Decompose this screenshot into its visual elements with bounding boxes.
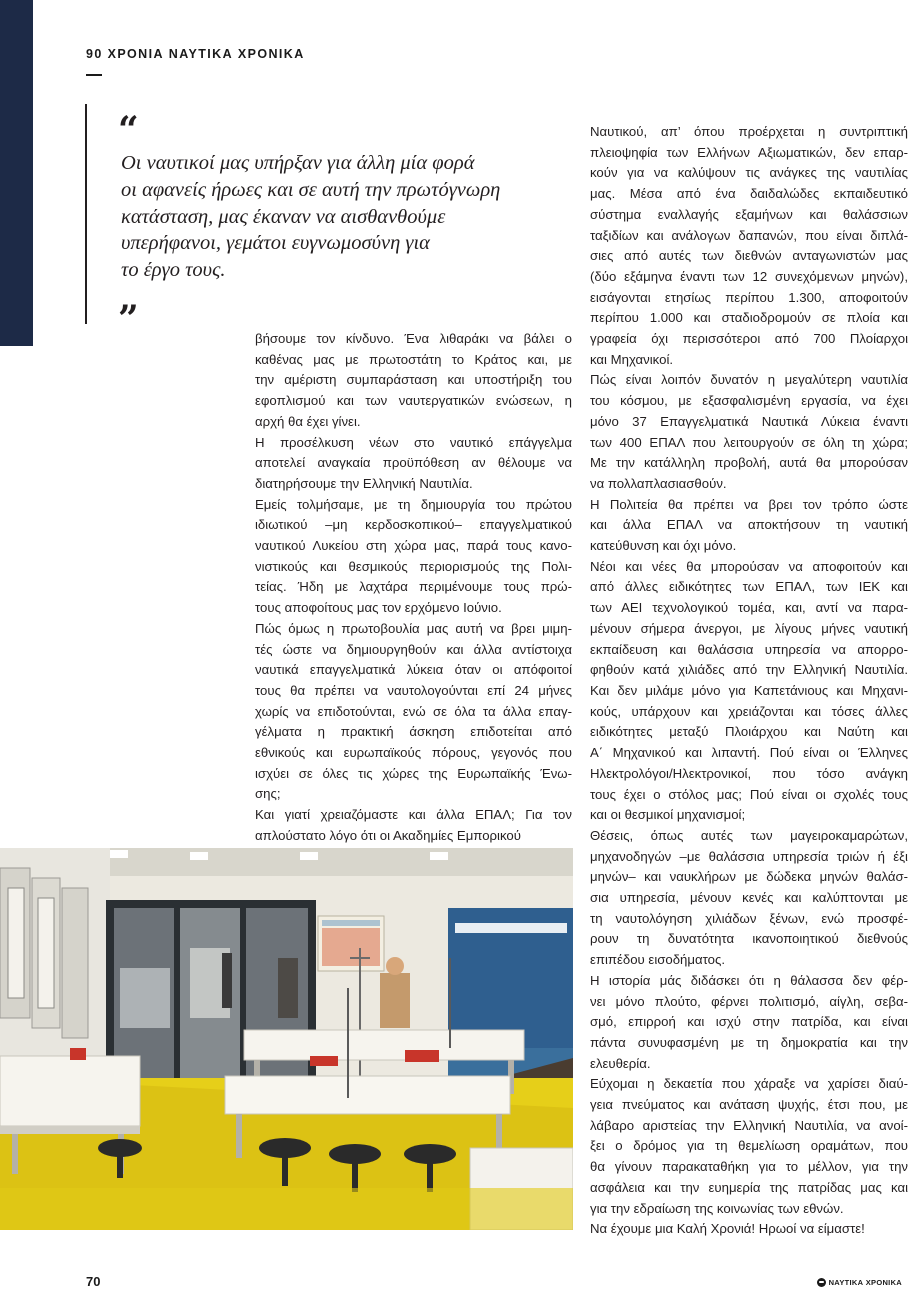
article-line: Α΄ Μηχανικού και λιπαντή. Πού είναι οι Έλληνες [590,745,908,761]
article-line: ρουν τη δυνατότητα ικανοποιητικού διεθνούς [590,931,908,947]
article-line: αποτελεί αναγκαία προϋπόθεση αν θέλουμε να [255,455,572,471]
article-line: Και γιατί χρειαζόμαστε και άλλα ΕΠΑΛ; Για τον [255,807,572,823]
article-line: σιες από αυτές των διεθνών ανταγωνιστών μας [590,248,908,264]
article-line: τους θα πρέπει να ναυτολογούνται επί 24 μήνες [255,682,572,698]
article-line: Με την κατάλληλη προβολή, αυτά θα μπορούσαν [590,455,908,471]
pull-quote-line: υπερήφανοι, γεμάτοι ευγνωμοσύνη για [121,232,430,255]
page-number: 70 [86,1274,101,1289]
article-line: Ναυτικού, απ’ όπου προέρχεται η συντριπτική [590,124,908,139]
article-line: μόνο 37 Επαγγελματικά Ναυτικά Λύκεια έναντι [590,413,908,429]
article-line: νιστικούς και θεσμικούς περιορισμούς της Πολι- [255,558,572,574]
article-line: ισχύει σε όλες τις χώρες της Ευρωπαϊκής Ένω- [255,765,572,781]
open-quote-mark: “ [118,109,139,151]
article-line: μας. Μέσα από ένα δαιδαλώδες εκπαιδευτικό [590,186,908,202]
article-line: εισάγονται ετησίως περίπου 1.300, αποφοιτούν [590,289,908,305]
footer-brand [817,1278,902,1287]
article-line: τους αποφοίτους μας τον ερχόμενο Ιούνιο. [255,600,502,616]
article-line: αρχή θα έχει γίνει. [255,413,361,429]
article-line: των ΑΕΙ τεχνολογικού τομέα, και, αντί να παρα- [590,600,908,616]
article-line: Να έχουμε μια Καλή Χρονιά! Ηρωοί να είμαστε! [590,1221,865,1237]
article-line: απλούστατο λόγο ότι οι Ακαδημίες Εμπορικού [255,827,521,843]
article-line: Εμείς τολμήσαμε, με τη δημιουργία του πρώτου [255,496,572,512]
article-line: θα γίνουν παρακαταθήκη για το μέλλον, για την [590,1159,908,1175]
article-line: σης; [255,786,281,802]
article-line: (δύο εξάμηνα έναντι των 12 συνεχόμενων μηνών), [590,268,908,284]
article-line: κούν για να καλύψουν τις ανάγκες της ναυτιλίας [590,165,908,181]
article-line: του κόσμου, με εξασφαλισμένη εργασία, να έχει [590,393,908,409]
article-line: κατεύθυνση και όχι μόνο. [590,538,737,554]
article-line: επιπέδου εισοδήματος. [590,952,725,968]
classroom-lab-photo [0,848,573,1230]
article-line: γεια πνεύματος και ανάταση ψυχής, έτσι που, με [590,1097,908,1113]
article-line: Θέσεις, όπως αυτές των μαγειροκαμαρώτων, [590,827,908,843]
running-header-title: 90 ΧΡΟΝΙΑ ΝΑΥΤΙΚΑ ΧΡΟΝΙΚΑ [86,47,305,61]
pull-quote-line: Οι ναυτικοί μας υπήρξαν για άλλη μία φορά [121,152,475,174]
article-line: μηνών– και ναυκλήρων με δώδεκα μηνών θαλάσ- [590,869,908,885]
article-line: Η προσέλκυση νέων στο ναυτικό επάγγελμα [255,434,572,450]
article-column-right [590,122,908,1240]
article-line: περίπου 1.000 και σταδιοδρομούν σε πλοία και [590,310,908,326]
pull-quote [121,150,561,284]
article-line: εκπαίδευση και θαλάσσια υπηρεσία να απορρο- [590,641,908,657]
article-line: να πολλαπλασιασθούν. [590,475,727,491]
article-line: τείας. Ήδη με λαχτάρα περιμένουμε τους πρώ- [255,579,572,595]
article-line: τους έχει ο στόλος μας; Πού είναι οι σχολές τους [590,786,908,802]
article-line: Η Πολιτεία θα πρέπει να βρει τον τρόπο ώστε [590,496,908,512]
article-line: ναυτικού Λυκείου στη χώρα μας, παρά τους κανο- [255,538,572,554]
article-line: νει μόνο πλούτο, φέρνει πολιτισμό, αίγλη, σεβα- [590,993,908,1009]
article-line: Πώς είναι λοιπόν δυνατόν η μεγαλύτερη ναυτιλία [590,372,908,388]
article-line: την αμέριστη συμπαράσταση και υποστήριξη του [255,372,572,388]
pull-quote-line: κατάσταση, μας έκαναν να αισθανθούμε [121,205,446,228]
pull-quote-line: οι αφανείς ήρωες και σε αυτή την πρωτόγνωρη [121,178,501,201]
article-line: τές ώστε να δημιουργηθούν και άλλα αντίστοιχα [255,641,572,657]
article-line: Ηλεκτρολόγοι/Ηλεκτρονικοί, που τόσο ανάγκη [590,765,908,781]
article-line: τη ναυτολόγηση χιλιάδων ξένων, ενώ προσφέ- [590,910,908,926]
article-line: ναυτικά επαγγελματικά λύκεια όταν οι απόφοιτοί [255,662,572,678]
side-color-bar [0,0,33,346]
article-line: μηχανοδηγών –με θαλάσσια υπηρεσία τριών ή έξι [590,848,908,864]
article-line: Η ιστορία μάς διδάσκει ότι η θάλασσα δεν φέρ- [590,972,908,988]
pull-quote-line: το έργο τους. [121,259,226,282]
article-line: Πώς όμως η πρωτοβουλία μας αυτή να βρει μιμη- [255,620,572,636]
article-line: γέλματα η πρακτική άσκηση επιδοτείται από [255,724,572,740]
article-line: καθένας μας με πρωτοστάτη το Κράτος και, με [255,351,572,367]
article-line: για την εδραίωση της κοινωνίας των εθνών. [590,1200,844,1216]
article-line: κούς, υπάρχουν και χρειάζονται και τόσες άλλες [590,703,908,719]
article-line: ταξιδίων και ανάλογων δαπανών, που είναι διπλά- [590,227,908,243]
article-line: σια υπηρεσία, μένουν κενές και καλύπτονται με [590,890,908,906]
article-line: εθνικούς και ευρωπαϊκούς πόρους, γεγονός που [255,745,572,761]
pull-quote-rule [85,104,87,324]
article-line: πάντα συνυφασμένη με τη δημοκρατία και την [590,1034,908,1050]
article-line: διατηρήσουμε την Ελληνική Ναυτιλία. [255,475,473,491]
article-line: ειδικότητες μεταξύ Πλοιάρχου και Ναύτη και [590,724,908,740]
footer-brand-name: ΝΑΥΤΙΚΑ ΧΡΟΝΙΚΑ [828,1278,902,1287]
article-line: γραφεία όχι περισσότεροι από 700 Πλοίαρχοι [590,331,908,347]
close-quote-mark: ” [118,298,139,340]
article-line: ασφάλεια και την ευημερία της πατρίδας μας και [590,1179,908,1195]
article-line: πλειοψηφία των Ελλήνων Αξιωματικών, δεν επαρ- [590,144,908,160]
article-line: και άλλα ΕΠΑΛ να αποκτήσουν τη ναυτική [590,517,908,533]
article-column-middle [255,329,572,847]
article-line: λάβαρο αριστείας την Ελληνική Ναυτιλία, να ανοί- [590,1117,908,1133]
article-line: εφοπλισμού και των ναυτεργατικών ενώσεων, η [255,393,572,409]
article-line: Και δεν μιλάμε μόνο για Καπετάνιους και Μηχανι- [590,682,908,698]
article-line: ξει ο δρόμος για τη θεμελίωση οραμάτων, που [590,1138,908,1154]
article-line: Νέοι και νέες θα μπορούσαν να αποφοιτούν και [590,558,908,574]
article-line: σμό, επιρροή και ισχύ στην πατρίδα, και είναι [590,1014,908,1030]
article-line: μένουν σήμερα άνεργοι, με λίγους μήνες ναυτική [590,620,908,636]
article-line: των 400 ΕΠΑΛ που λειτουργούν σε όλη τη χώρα; [590,434,908,450]
article-line: βήσουμε τον κίνδυνο. Ένα λιθαράκι να βάλει ο [255,331,572,346]
ship-logo-icon [817,1278,826,1287]
article-line: χωρίς να επιδοτούνται, ενώ σε όλα τα άλλα επαγ- [255,703,572,719]
article-line: και οι θεσμικοί μηχανισμοί; [590,807,746,823]
article-line: Εύχομαι η δεκαετία που χάραξε να χαρίσει διαύ- [590,1076,908,1092]
article-line: από άλλες ειδικότητες των ΕΠΑΛ, των ΙΕΚ και [590,579,908,595]
article-line: ελευθερία. [590,1055,651,1071]
article-line: και Μηχανικοί. [590,351,674,367]
article-line: σύστημα εναλλαγής εξαμήνων και θαλάσσιων [590,206,908,222]
article-line: φηθούν κατά χιλιάδες από την Ελληνική Ναυτιλία. [590,662,908,678]
article-line: ιδιωτικού –μη κερδοσκοπικού– επαγγελματικού [255,517,572,533]
header-rule [86,74,102,76]
